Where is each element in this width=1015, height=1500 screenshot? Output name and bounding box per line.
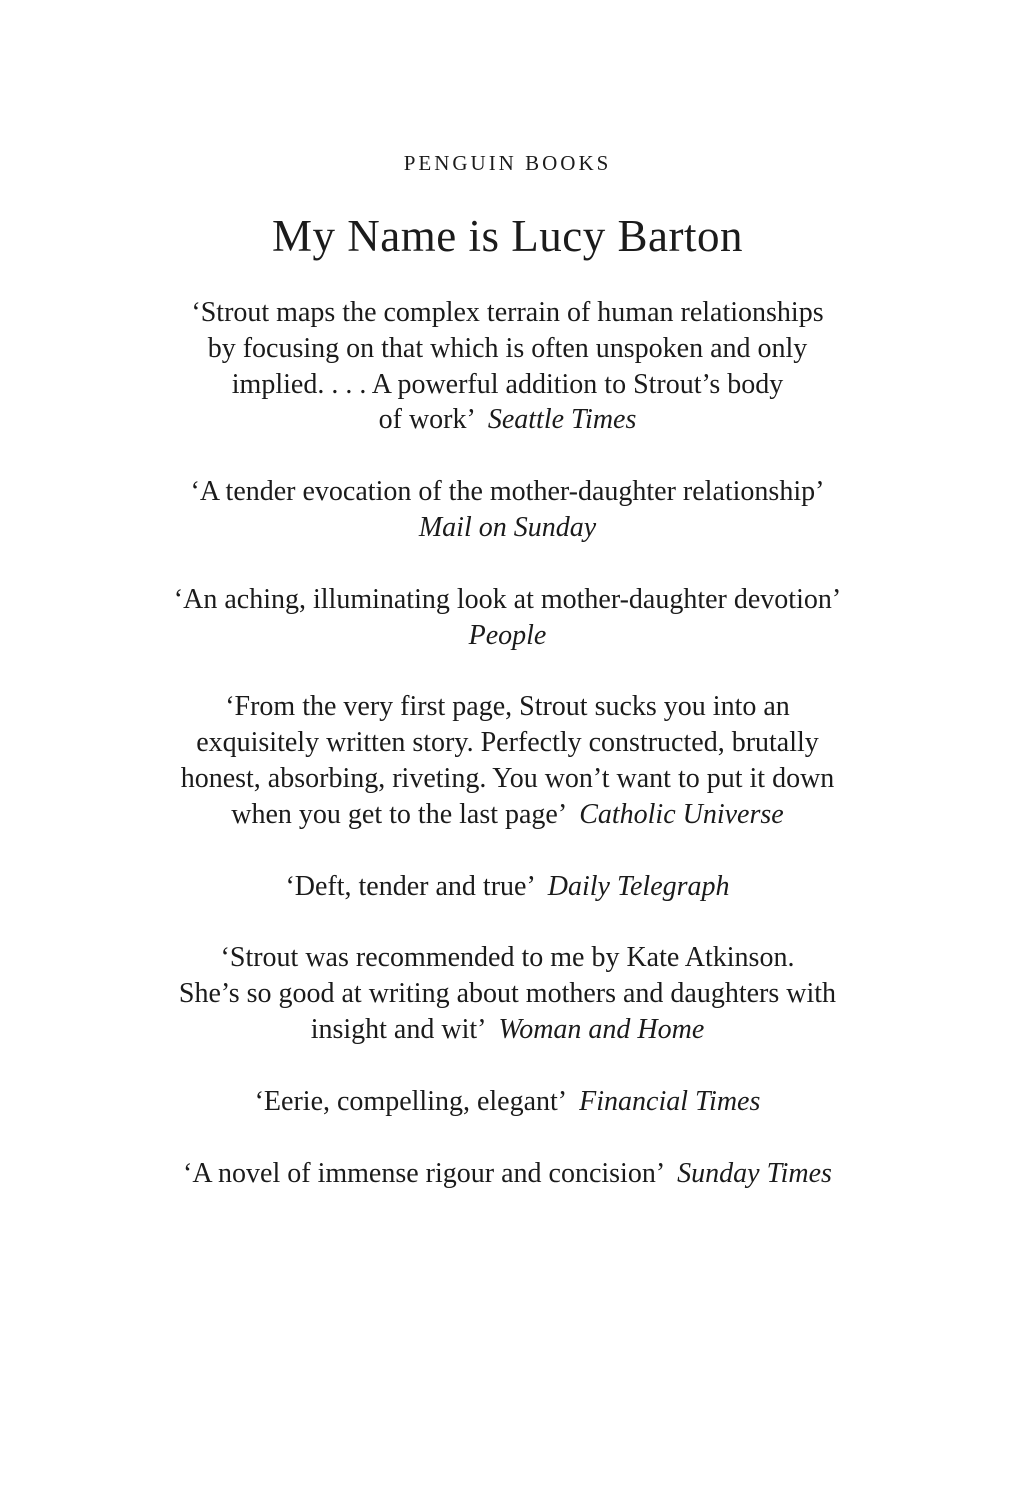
quote-line: exquisitely written story. Perfectly constructed, brutally: [196, 727, 819, 759]
publisher-name: PENGUIN BOOKS: [403, 151, 612, 175]
quote-source: Seattle Times: [487, 404, 637, 436]
quote-line: ‘Deft, tender and true’: [285, 870, 536, 902]
quote-line: by focusing on that which is often unspoken and only: [207, 332, 808, 364]
review-quote: [100, 1156, 915, 1192]
quote-line: She’s so good at writing about mothers and daughters with: [178, 978, 837, 1010]
review-quote: [100, 474, 915, 546]
quote-source: Mail on Sunday: [418, 511, 597, 543]
book-title: My Name is Lucy Barton: [272, 211, 743, 261]
quote-source: People: [468, 619, 547, 651]
review-quote: [100, 689, 915, 832]
quote-line: ‘Strout maps the complex terrain of human relationships: [191, 297, 824, 328]
quote-line: insight and wit’: [310, 1013, 487, 1045]
quote-source: Daily Telegraph: [547, 870, 730, 902]
quote-line: when you get to the last page’: [231, 798, 568, 830]
review-quote: [100, 1084, 915, 1120]
review-quote: [100, 582, 915, 654]
quote-line: ‘Eerie, compelling, elegant’: [254, 1085, 568, 1117]
quote-source: Sunday Times: [677, 1157, 832, 1189]
quote-line: ‘A novel of immense rigour and concision’: [183, 1157, 666, 1189]
review-quotes: [100, 295, 915, 1227]
quote-line: of work’: [378, 404, 476, 436]
quote-line: ‘From the very first page, Strout sucks you into an: [225, 691, 790, 723]
quote-line: ‘Strout was recommended to me by Kate Atkinson.: [220, 942, 795, 974]
quote-source: Catholic Universe: [579, 798, 784, 830]
quote-line: ‘A tender evocation of the mother-daughter relationship’: [190, 476, 825, 508]
quote-line: implied. . . . A powerful addition to Strout’s body: [231, 368, 784, 400]
quote-line: honest, absorbing, riveting. You won’t want to put it down: [180, 762, 835, 794]
review-quote: [100, 869, 915, 905]
review-quote: [100, 940, 915, 1047]
quote-line: ‘An aching, illuminating look at mother-daughter devotion’: [173, 583, 842, 615]
review-quote: [100, 295, 915, 438]
quote-source: Financial Times: [579, 1085, 761, 1117]
quote-source: Woman and Home: [498, 1013, 705, 1045]
